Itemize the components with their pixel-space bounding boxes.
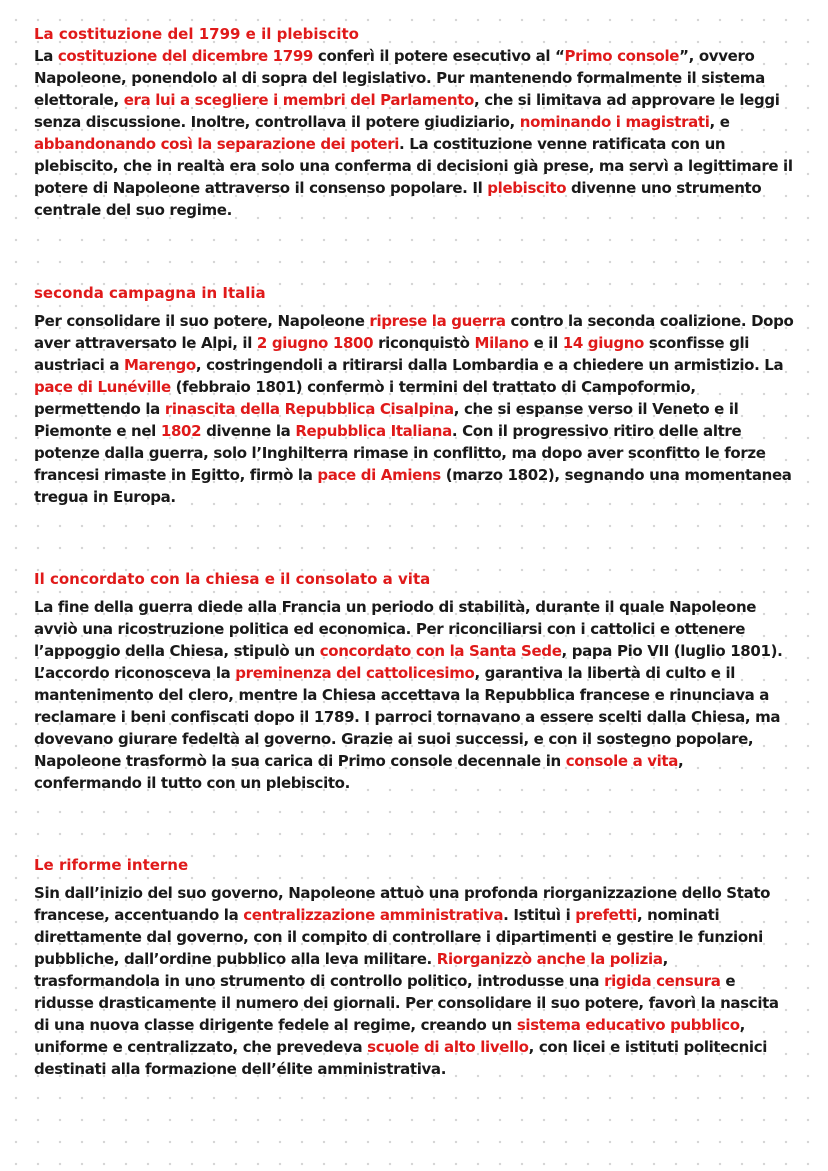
highlighted-text: 1802 — [160, 422, 202, 440]
paragraph-concordato — [34, 596, 794, 794]
section-riforme — [34, 854, 794, 1080]
section-title-riforme: Le riforme interne — [34, 856, 189, 874]
highlighted-text: centralizzazione amministrativa — [243, 906, 504, 924]
body-text: , e — [709, 113, 730, 131]
paragraph-costituzione — [34, 45, 794, 221]
body-text: e il — [528, 334, 563, 352]
body-text: , che si limitava ad approvare le leggi senza discussione. Inoltre, controllava il potere giudiziario, — [34, 91, 780, 131]
section-costituzione — [34, 23, 794, 221]
body-text: , trasformandola in uno strumento di controllo politico, introdusse una — [34, 950, 668, 990]
highlighted-text: concordato con la Santa Sede — [319, 642, 562, 660]
body-text: . Istituì i — [503, 906, 576, 924]
paragraph-riforme — [34, 882, 794, 1080]
body-text: , papa Pio VII (luglio 1801). L’accordo riconosceva la — [34, 642, 783, 682]
body-text: , garantiva la libertà di culto e il mantenimento del clero, mentre la Chiesa accettava la Repubblica francese e rinunciava a reclamare i beni confiscati dopo il 1789. I parroci tornavano a essere scelti dalla Chiesa, ma dovevano giurare fedeltà al governo. Grazie ai suoi successi, e con il sostegno popolare, Napoleone trasformò la sua carica di Primo console decennale in — [34, 664, 781, 770]
highlighted-text: costituzione del dicembre 1799 — [57, 47, 314, 65]
highlighted-text: riprese la guerra — [369, 312, 506, 330]
highlighted-text: Marengo — [123, 356, 196, 374]
body-text: , che si espanse verso il Veneto e il Piemonte e nel — [34, 400, 739, 440]
highlighted-text: Riorganizzò anche la polizia — [436, 950, 663, 968]
body-text: (marzo 1802), segnando una momentanea tregua in Europa. — [34, 466, 792, 506]
body-text: , con licei e istituti politecnici destinati alla formazione dell’élite amministrativa. — [34, 1038, 768, 1078]
section-seconda-campagna — [34, 282, 794, 508]
body-text: Sin dall’inizio del suo governo, Napoleone attuò una profonda riorganizzazione dello Stato francese, accentuando la — [34, 884, 771, 924]
body-text: , costringendoli a ritirarsi dalla Lombardia e a chiedere un armistizio. La — [195, 356, 784, 374]
body-text: . Con il progressivo ritiro delle altre potenze dalla guerra, solo l’Inghilterra rimase in conflitto, ma dopo aver sconfitto le forze francesi rimaste in Egitto, firmò la — [34, 422, 766, 484]
highlighted-text: Milano — [474, 334, 529, 352]
paragraph-seconda-campagna — [34, 310, 794, 508]
body-text: , uniforme e centralizzato, che prevedeva — [34, 1016, 746, 1056]
body-text: ”, ovvero Napoleone, ponendolo al di sopra del legislativo. Pur mantenendo formalmente il sistema elettorale, — [34, 47, 765, 109]
body-text: . La costituzione venne ratificata con un plebiscito, che in realtà era solo una conferma di decisioni già prese, ma servì a legittimare il potere di Napoleone attraverso il consenso popolare. Il — [34, 135, 793, 197]
body-text: divenne uno strumento centrale del suo regime. — [34, 179, 762, 219]
body-text: riconquistò — [373, 334, 475, 352]
highlighted-text: rigida censura — [604, 972, 721, 990]
body-text: La — [34, 47, 58, 65]
highlighted-text: console a vita — [565, 752, 679, 770]
highlighted-text: scuole di alto livello — [367, 1038, 529, 1056]
highlighted-text: nominando i magistrati — [519, 113, 710, 131]
body-text: (febbraio 1801) confermò i termini del trattato di Campoformio, permettendo la — [34, 378, 696, 418]
highlighted-text: sistema educativo pubblico — [516, 1016, 740, 1034]
highlighted-text: Repubblica Italiana — [295, 422, 452, 440]
body-text: , confermando il tutto con un plebiscito. — [34, 752, 684, 792]
highlighted-text: pace di Lunéville — [34, 378, 171, 396]
body-text: La fine della guerra diede alla Francia un periodo di stabilità, durante il quale Napoleone avviò una ricostruzione politica ed economica. Per riconciliarsi con i cattolici e ottenere l’appoggio della Chiesa, stipulò un — [34, 598, 757, 660]
body-text: contro la seconda coalizione. Dopo aver attraversato le Alpi, il — [34, 312, 794, 352]
body-text: , nominati direttamente dal governo, con il compito di controllare i dipartimenti e gestire le funzioni pubbliche, dall’ordine pubblico alla leva militare. — [34, 906, 763, 968]
highlighted-text: plebiscito — [487, 179, 567, 197]
body-text: divenne la — [201, 422, 296, 440]
highlighted-text: preminenza del cattolicesimo — [235, 664, 475, 682]
section-title-seconda-campagna: seconda campagna in Italia — [34, 284, 266, 302]
highlighted-text: pace di Amiens — [317, 466, 441, 484]
highlighted-text: rinascita della Repubblica Cisalpina — [164, 400, 454, 418]
body-text: e ridusse drasticamente il numero dei giornali. Per consolidare il suo potere, favorì la nascita di una nuova classe dirigente fedele al regime, creando un — [34, 972, 779, 1034]
section-title-concordato: Il concordato con la chiesa e il consolato a vita — [34, 570, 431, 588]
body-text: Per consolidare il suo potere, Napoleone — [34, 312, 370, 330]
highlighted-text: abbandonando così la separazione dei poteri — [34, 135, 400, 153]
highlighted-text: era lui a scegliere i membri del Parlamento — [123, 91, 474, 109]
section-concordato — [34, 568, 794, 794]
highlighted-text: prefetti — [575, 906, 637, 924]
highlighted-text: 2 giugno 1800 — [256, 334, 374, 352]
highlighted-text: Primo console — [564, 47, 680, 65]
body-text: sconfisse gli austriaci a — [34, 334, 750, 374]
highlighted-text: 14 giugno — [562, 334, 644, 352]
body-text: conferì il potere esecutivo al “ — [313, 47, 565, 65]
section-title-costituzione: La costituzione del 1799 e il plebiscito — [34, 25, 359, 43]
